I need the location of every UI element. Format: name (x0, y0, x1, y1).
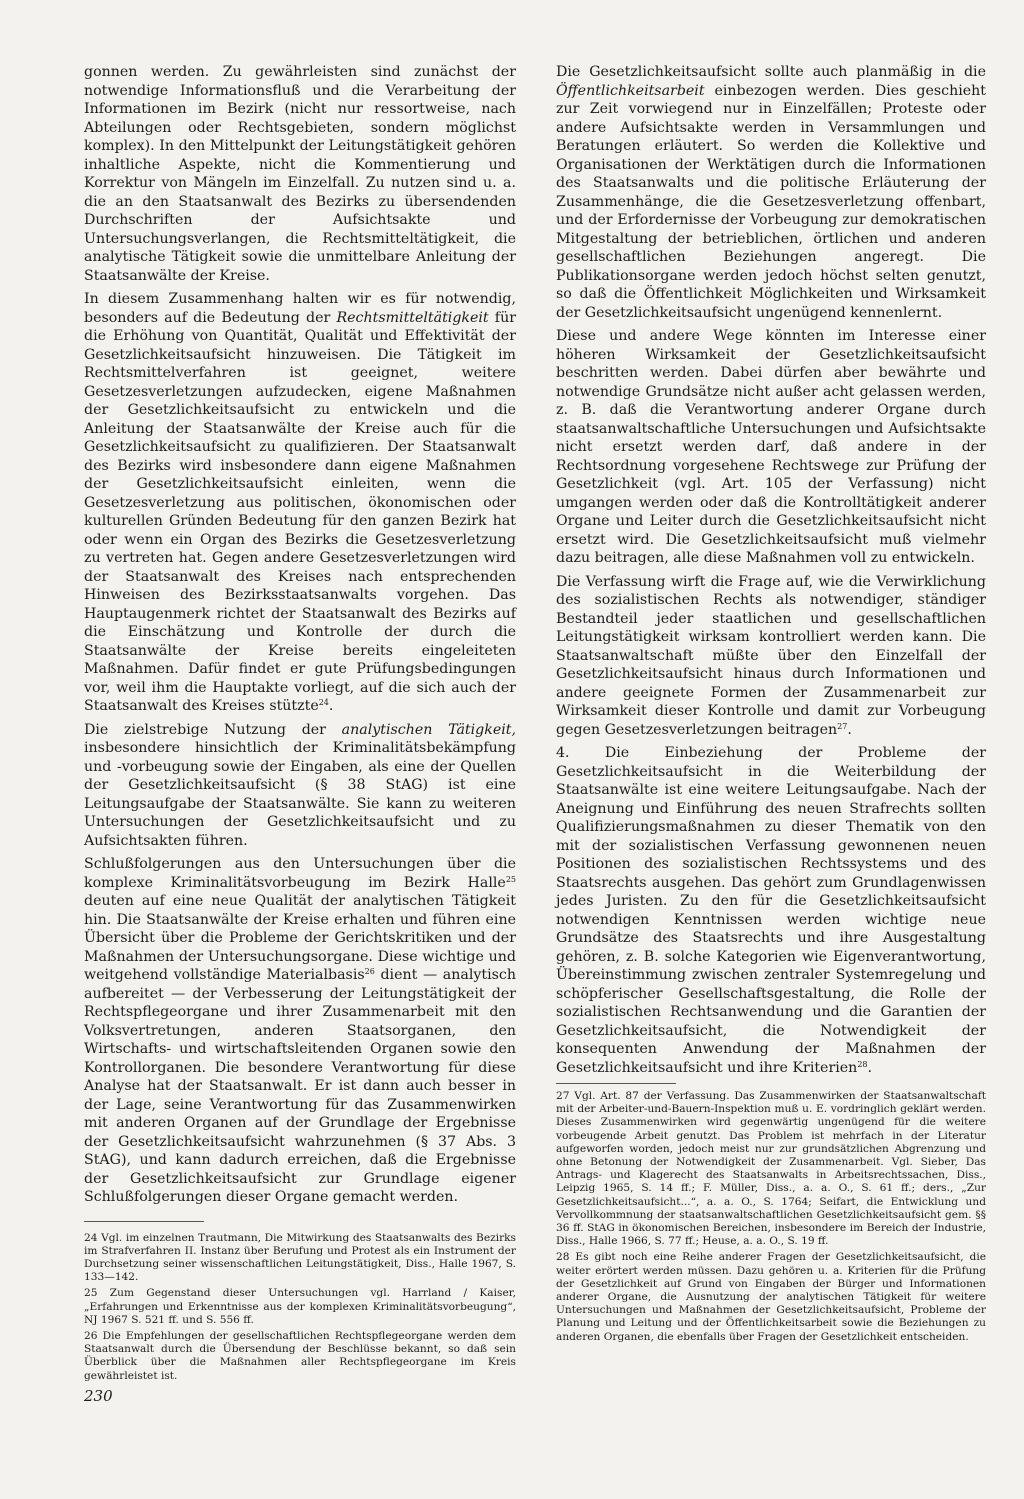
paragraph: Die zielstrebige Nutzung der analytischen Tätigkeit, insbesondere hinsichtlich der Kriminalitätsbekämpfung und -vorbeugung sowie der Eingaben, als eine der Quellen der Gesetzlichkeitsaufsicht (§ 38 StAG) ist eine Leitungsaufgabe der Staatsanwälte. Sie kann zu weiteren Untersuchungen der Gesetzlichkeitsaufsicht und zu Aufsichtsakten führen. (84, 721, 516, 849)
footnote: 27 Vgl. Art. 87 der Verfassung. Das Zusammenwirken der Staatsanwaltschaft mit der Arbeiter-und-Bauern-Inspektion muß u. E. vordringlich geklärt werden. Dieses Zusammenwirken wird gegenwärtig ungenügend für die weitere vorbeugende Arbeit genutzt. Das Problem ist mehrfach in der Literatur aufgeworfen worden, jedoch meist nur zur grundsätzlichen Abgrenzung und ohne Betonung der Notwendigkeit der Zusammenarbeit. Vgl. Sieber, Das Antrags- und Klagerecht des Staatsanwalts in Arbeitsrechtssachen, Diss., Leipzig 1965, S. 14 ff.; F. Müller, Diss., a. a. O., S. 61 ff.; ders., „Zur Gesetzlichkeitsaufsicht...“, a. a. O., S. 1764; Seifart, die Entwicklung und Vervollkommnung der staatsanwaltschaftlichen Gesetzlichkeitsaufsicht gem. §§ 36 ff. StAG in ökonomischen Bereichen, insbesondere im Bereich der Industrie, Diss., Halle 1966, S. 77 ff.; Heuse, a. a. O., S. 19 ff. (556, 1090, 986, 1248)
paragraph: Diese und andere Wege könnten im Interesse einer höheren Wirksamkeit der Gesetzlichkeitsaufsicht beschritten werden. Dabei dürfen aber bewährte und notwendige Grundsätze nicht außer acht gelassen werden, z. B. daß die Verantwortung anderer Organe durch staatsanwaltschaftliche Untersuchungen und Aufsichtsakte nicht ersetzt werden darf, daß andere in der Rechtsordnung vorgesehene Rechtswege zur Prüfung der Gesetzlichkeit (vgl. Art. 105 der Verfassung) nicht umgangen werden oder daß die Kontrolltätigkeit anderer Organe und Leiter durch die Gesetzlichkeitsaufsicht nicht ersetzt wird. Die Gesetzlichkeitsaufsicht muß vielmehr dazu beitragen, alle diese Maßnahmen voll zu entwickeln. (556, 328, 986, 566)
right-column (556, 63, 986, 1347)
page-number: 230 (84, 1387, 113, 1405)
footnote-ref: 28 (857, 1059, 868, 1069)
footnote-divider (556, 1083, 676, 1084)
footnote-ref: 25 (505, 874, 516, 884)
footnote-ref: 24 (318, 698, 329, 707)
footnote: 24 Vgl. im einzelnen Trautmann, Die Mitwirkung des Staatsanwalts des Bezirks im Strafverfahren II. Instanz über Berufung und Protest als ein Instrument der Durchsetzung seiner wissenschaftlichen Leitungstätigkeit, Diss., Halle 1967, S. 133—142. (84, 1231, 516, 1284)
footnote: 28 Es gibt noch eine Reihe anderer Fragen der Gesetzlichkeitsaufsicht, die weiter erörtert werden müssen. Dazu gehören u. a. Kriterien für die Prüfung der Gesetzlichkeit auf Grund von Eingaben der Bürger und Informationen anderer Organe, die Ausnutzung der analytischen Tätigkeit für weitere Untersuchungen und Maßnahmen der Gesetzlichkeitsaufsicht, Probleme der Planung und Leitung und der Öffentlichkeitsarbeit sowie die Beziehungen zu anderen Organen, die ebenfalls über Fragen der Gesetzlichkeit entscheiden. (556, 1251, 986, 1343)
paragraph: Die Gesetzlichkeitsaufsicht sollte auch planmäßig in die Öffentlichkeitsarbeit einbezogen werden. Dies geschieht zur Zeit vorwiegend nur in Einzelfällen; Proteste oder andere Aufsichtsakte werden in Versammlungen und Beratungen erläutert. So werden die Kollektive und Organisationen der Werktätigen durch die Informationen des Staatsanwalts und die politische Erläuterung der Zusammenhänge, die die Gesetzesverletzung offenbart, und der Erfordernisse der Vorbeugung zur demokratischen Mitgestaltung der betrieblichen, örtlichen und anderen gesellschaftlichen Beziehungen angeregt. Die Publikationsorgane werden jedoch höchst selten genutzt, so daß die Öffentlichkeit Möglichkeiten und Wirksamkeit der Gesetzlichkeitsaufsicht ungenügend kennenlernt. (556, 64, 986, 321)
paragraph: gonnen werden. Zu gewährleisten sind zunächst der notwendige Informationsfluß und die Verarbeitung der Informationen im Bezirk (nicht nur ressortweise, nach Abteilungen oder Rechtsgebieten, sondern möglichst komplex). In den Mittelpunkt der Leitungstätigkeit gehören inhaltliche Aspekte, nicht die Kommentierung und Korrektur von Mängeln im Einzelfall. Zu nutzen sind u. a. die an den Staatsanwalt des Bezirks zu übersendenden Durchschriften der Aufsichtsakte und Untersuchungsverlangen, die Rechtsmitteltätigkeit, die analytische Tätigkeit sowie die unmittelbare Anleitung der Staatsanwälte der Kreise. (84, 64, 516, 284)
paragraph: 4. Die Einbeziehung der Probleme der Gesetzlichkeitsaufsicht in die Weiterbildung der Staatsanwälte ist eine weitere Leitungsaufgabe. Nach der Aneignung und Einführung des neuen Strafrechts sollten Qualifizierungsmaßnahmen zu dieser Thematik von den mit der sozialistischen Verfassung gewonnenen neuen Positionen des sozialistischen Rechtssystems und des Staatsrechts ausgehen. Das gehört zum Grundlagenwissen jedes Juristen. Zu den für die Gesetzlichkeitsaufsicht notwendigen Kenntnissen werden wichtige neue Grundsätze des Staatsrechts und ihre Ausgestaltung gehören, z. B. solche Kategorien wie Eigenverantwortung, Übereinstimmung zwischen zentraler Systemregelung und schöpferischer Gesellschaftsgestaltung, die Rolle der sozialistischen Rechtsanwendung und die Garantien der Gesetzlichkeitsaufsicht, die Notwendigkeit der konsequenten Anwendung der Maßnahmen der Gesetzlichkeitsaufsicht und ihre Kriterien$^{28}$. (556, 745, 986, 1076)
footnote: 25 Zum Gegenstand dieser Untersuchungen vgl. Harrland / Kaiser, „Erfahrungen und Erkenntnisse aus der komplexen Kriminalitätsvorbeugung“, NJ 1967 S. 521 ff. und S. 556 ff. (84, 1287, 516, 1326)
paragraph: Die Verfassung wirft die Frage auf, wie die Verwirklichung des sozialistischen Rechts als notwendiger, ständiger Bestandteil jeder staatlichen und gesellschaftlichen Leitungstätigkeit wirksam kontrolliert werden kann. Die Staatsanwaltschaft müßte über den Einzelfall der Gesetzlichkeitsaufsicht hinaus durch Informationen und andere geeignete Formen der Zusammenarbeit zur Wirksamkeit dieser Kontrolle und damit zur Vorbeugung gegen Gesetzesverletzungen beitragen$^{27}$. (556, 573, 986, 738)
footnote-divider (84, 1221, 204, 1222)
paragraph: Schlußfolgerungen aus den Untersuchungen über die komplexe Kriminalitätsvorbeugung im Bezirk Halle$^{25}$ deuten auf eine neue Qualität der analytischen Tätigkeit hin. Die Staatsanwälte der Kreise erhalten und führen eine Übersicht über die Probleme der Gerichtskritiken und der Maßnahmen der Untersuchungsorgane. Diese wichtige und weitgehend vollständige Materialbasis$^{26}$ dient — analytisch aufbereitet — der Verbesserung der Leitungstätigkeit der Rechtspflegeorgane und ihrer Zusammenarbeit mit den Volksvertretungen, anderen Staatsorganen, den Wirtschafts- und wirtschaftsleitenden Organen sowie den Kontrollorganen. Die besondere Verantwortung für diese Analyse hat der Staatsanwalt. Er ist dann auch besser in der Lage, seine Verantwortung für das Zusammenwirken mit anderen Organen auf der Grundlage der Ergebnisse der Gesetzlichkeitsaufsicht wahrzunehmen (§ 37 Abs. 3 StAG), und kann dadurch erreichen, daß die Ergebnisse der Gesetzlichkeitsaufsicht zur Grundlage eigener Schlußfolgerungen dieser Organe gemacht werden. (84, 856, 517, 1205)
footnote-ref: 26 (364, 967, 375, 976)
paragraph: In diesem Zusammenhang halten wir es für notwendig, besonders auf die Bedeutung der Rechtsmitteltätigkeit für die Erhöhung von Quantität, Qualität und Effektivität der Gesetzlichkeitsaufsicht hinzuweisen. Die Tätigkeit im Rechtsmittelverfahren ist geeignet, weitere Gesetzesverletzungen aufzudecken, eigene Maßnahmen der Gesetzlichkeitsaufsicht zu entwickeln und die Anleitung der Staatsanwälte der Kreise auch für die Gesetzlichkeitsaufsicht zu qualifizieren. Der Staatsanwalt des Bezirks wird insbesondere dann eigene Maßnahmen der Gesetzlichkeitsaufsicht einleiten, wenn die Gesetzesverletzung aus politischen, ökonomischen oder kulturellen Gründen Bedeutung für den ganzen Bezirk hat oder wenn ein Organ des Bezirks die Gesetzesverletzung zu vertreten hat. Gegen andere Gesetzesverletzungen wird der Staatsanwalt des Kreises nach entsprechenden Hinweisen des Bezirksstaatsanwalts vorgehen. Das Hauptaugenmerk richtet der Staatsanwalt des Bezirks auf die Einschätzung und Kontrolle der durch die Staatsanwälte der Kreise bereits eingeleiteten Maßnahmen. Dafür findet er gute Prüfungsbedingungen vor, weil ihm die Hauptakte vorliegt, auf die sich auch der Staatsanwalt des Kreises stützte$^{24}$. (84, 291, 516, 714)
left-column (84, 63, 516, 1386)
footnote: 26 Die Empfehlungen der gesellschaftlichen Rechtspflegeorgane werden dem Staatsanwalt durch die Übersendung der Beschlüsse bekannt, so daß sein Überblick über die Maßnahmen aller Rechtspflegeorgane im Kreis gewährleistet ist. (84, 1329, 516, 1382)
footnote-ref: 27 (837, 721, 848, 731)
